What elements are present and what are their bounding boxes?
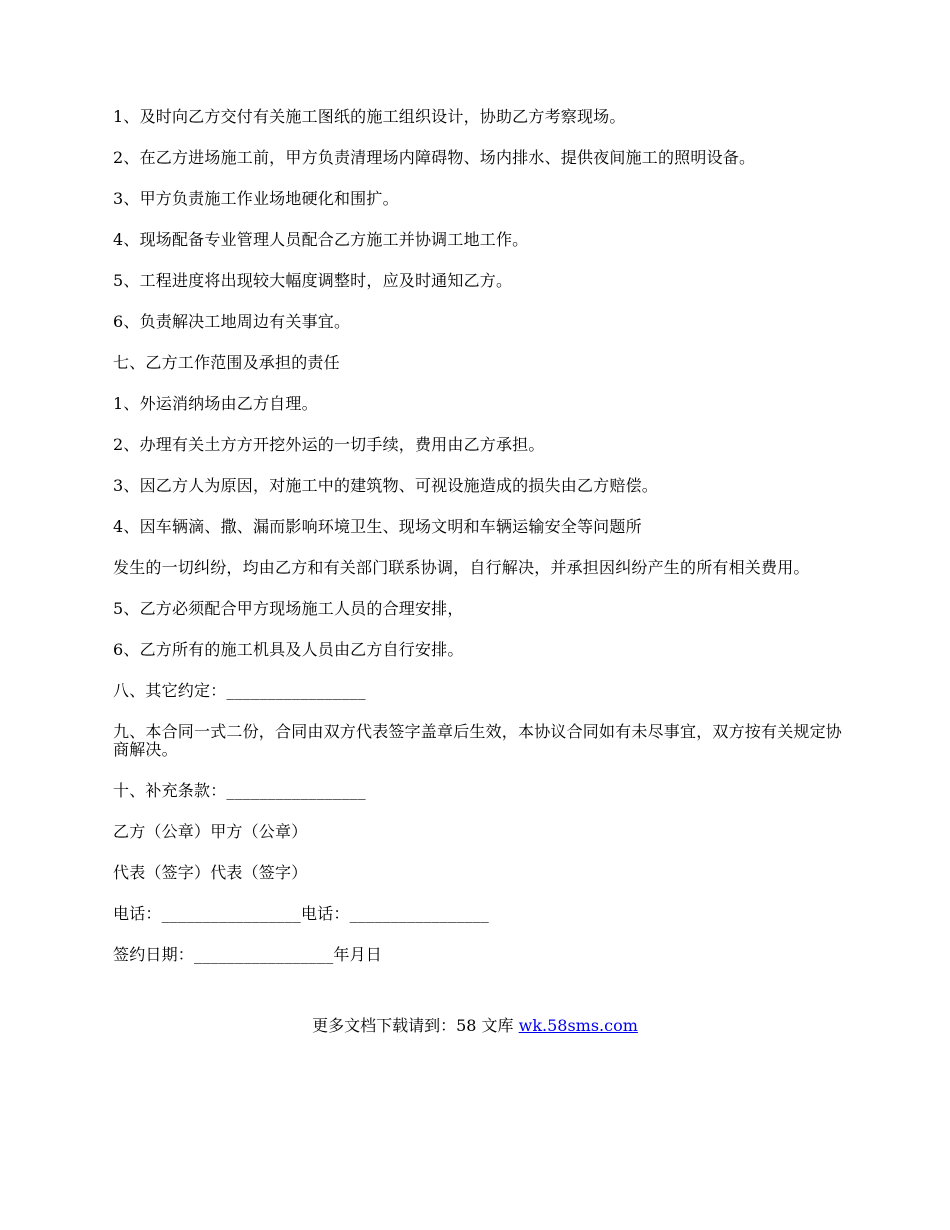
section-heading-nine: 九、本合同一式二份，合同由双方代表签字盖章后生效，本协议合同如有未尽事宜，双方按有关规定协商解决。	[113, 722, 843, 759]
section-heading-seven: 七、乙方工作范围及承担的责任	[113, 353, 340, 372]
clause-1: 1、及时向乙方交付有关施工图纸的施工组织设计，协助乙方考察现场。	[113, 107, 626, 126]
clause-4: 4、现场配备专业管理人员配合乙方施工并协调工地工作。	[113, 230, 529, 249]
clause-party-b-1: 1、外运消纳场由乙方自理。	[113, 394, 318, 413]
signature-line: 代表（签字）代表（签字）	[113, 863, 308, 882]
clause-party-b-3: 3、因乙方人为原因，对施工中的建筑物、可视设施造成的损失由乙方赔偿。	[113, 476, 658, 495]
clause-2: 2、在乙方进场施工前，甲方负责清理场内障碍物、场内排水、提供夜间施工的照明设备。	[113, 148, 756, 167]
footer-text: 更多文档下载请到：58 文库	[312, 1016, 519, 1035]
section-heading-ten: 十、补充条款：_________________	[113, 781, 366, 800]
clause-3: 3、甲方负责施工作业场地硬化和围扩。	[113, 189, 399, 208]
document-body	[113, 108, 843, 987]
clause-6: 6、负责解决工地周边有关事宜。	[113, 312, 351, 331]
clause-party-b-6: 6、乙方所有的施工机具及人员由乙方自行安排。	[113, 640, 464, 659]
clause-party-b-5: 5、乙方必须配合甲方现场施工人员的合理安排，	[113, 599, 464, 618]
section-heading-eight: 八、其它约定：_________________	[113, 681, 366, 700]
clause-party-b-4: 4、因车辆滴、撒、漏而影响环境卫生、现场文明和车辆运输安全等问题所	[113, 517, 642, 536]
clause-party-b-4-continued: 发生的一切纠纷，均由乙方和有关部门联系协调，自行解决，并承担因纠纷产生的所有相关费用。	[113, 558, 810, 577]
clause-5: 5、工程进度将出现较大幅度调整时，应及时通知乙方。	[113, 271, 513, 290]
download-footer	[0, 1017, 950, 1035]
phone-line: 电话：_________________电话：_________________	[113, 904, 490, 923]
clause-party-b-2: 2、办理有关土方方开挖外运的一切手续，费用由乙方承担。	[113, 435, 545, 454]
signing-date-line: 签约日期：_________________年月日	[113, 945, 383, 964]
seal-line: 乙方（公章）甲方（公章）	[113, 822, 308, 841]
footer-link[interactable]: wk.58sms.com	[518, 1016, 638, 1035]
